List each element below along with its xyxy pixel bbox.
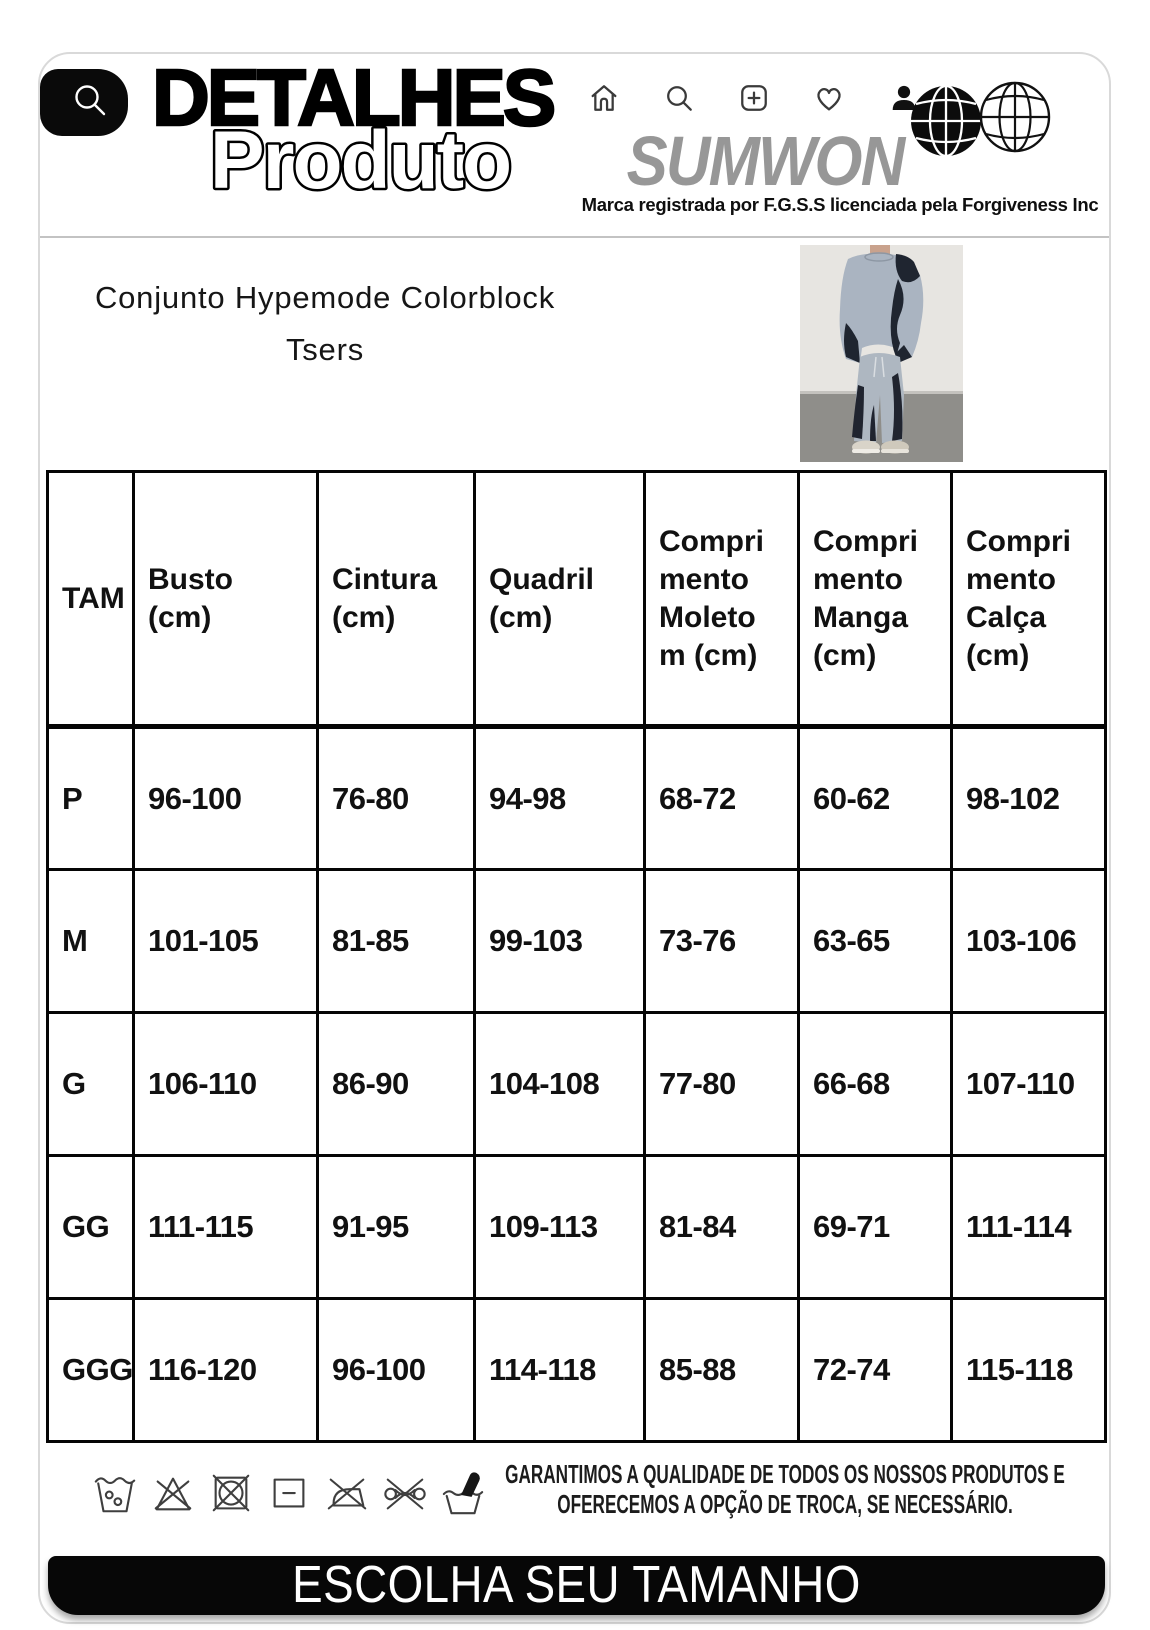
comprimento-manga-value: 72-74 xyxy=(799,1299,952,1442)
search-button[interactable] xyxy=(40,69,128,136)
product-photo xyxy=(800,245,963,462)
brand-name: SUMWON xyxy=(626,122,904,200)
search-nav-icon[interactable] xyxy=(663,82,695,114)
comprimento-moletom-value: 81-84 xyxy=(645,1156,799,1299)
comprimento-moletom-value: 85-88 xyxy=(645,1299,799,1442)
guarantee-line1: GARANTIMOS A QUALIDADE DE TODOS OS NOSSOS PRODUTOS E xyxy=(505,1459,1065,1489)
cintura-value: 91-95 xyxy=(318,1156,475,1299)
size-label: P xyxy=(48,727,134,870)
comprimento-manga-value: 66-68 xyxy=(799,1013,952,1156)
size-row-ggg xyxy=(48,1299,1106,1442)
search-icon xyxy=(70,82,114,126)
comprimento-calca-value: 111-114 xyxy=(952,1156,1106,1299)
comprimento-manga-value: 69-71 xyxy=(799,1156,952,1299)
quadril-value: 114-118 xyxy=(475,1299,645,1442)
size-row-gg xyxy=(48,1156,1106,1299)
busto-value: 101-105 xyxy=(134,870,318,1013)
trademark-note: Marca registrada por F.G.S.S licenciada pela Forgiveness Inc xyxy=(581,194,1099,215)
do-not-bleach-icon xyxy=(150,1467,196,1521)
size-row-m xyxy=(48,870,1106,1013)
home-icon[interactable] xyxy=(588,82,620,114)
cintura-value: 76-80 xyxy=(318,727,475,870)
size-row-p xyxy=(48,727,1106,870)
comprimento-manga-value: 63-65 xyxy=(799,870,952,1013)
quadril-value: 104-108 xyxy=(475,1013,645,1156)
busto-value: 106-110 xyxy=(134,1013,318,1156)
busto-value: 111-115 xyxy=(134,1156,318,1299)
globe-outline-icon xyxy=(981,83,1049,151)
comprimento-calca-value: 103-106 xyxy=(952,870,1106,1013)
product-title-line2: Tsers xyxy=(285,332,365,367)
quadril-value: 94-98 xyxy=(475,727,645,870)
page-subtitle-outline xyxy=(180,108,540,212)
guarantee-line2: OFERECEMOS A OPÇÃO DE TROCA, SE NECESSÁRIO. xyxy=(557,1489,1013,1519)
comprimento-calca-value: 98-102 xyxy=(952,727,1106,870)
col-header-tam: TAM xyxy=(48,472,134,727)
size-label: GG xyxy=(48,1156,134,1299)
comprimento-moletom-value: 73-76 xyxy=(645,870,799,1013)
do-not-iron-icon xyxy=(324,1467,370,1521)
hand-wash-icon xyxy=(440,1467,486,1521)
busto-value: 96-100 xyxy=(134,727,318,870)
busto-value: 116-120 xyxy=(134,1299,318,1442)
cintura-value: 81-85 xyxy=(318,870,475,1013)
col-header-cintura: Cintura (cm) xyxy=(318,472,475,727)
page-title: DETALHES xyxy=(152,53,554,142)
product-title-line1: Conjunto Hypemode Colorblock xyxy=(94,280,556,315)
cintura-value: 86-90 xyxy=(318,1013,475,1156)
page-subtitle-text: Produto xyxy=(209,115,511,206)
size-chart-table xyxy=(46,470,1107,1443)
col-header-comprimento-moletom: Comprimento Moletom (cm) xyxy=(645,472,799,727)
comprimento-calca-value: 115-118 xyxy=(952,1299,1106,1442)
col-header-comprimento-calca: Comprimento Calça (cm) xyxy=(952,472,1106,727)
comprimento-moletom-value: 77-80 xyxy=(645,1013,799,1156)
col-header-quadril: Quadril (cm) xyxy=(475,472,645,727)
col-header-busto: Busto (cm) xyxy=(134,472,318,727)
care-instructions xyxy=(92,1462,497,1526)
quadril-value: 109-113 xyxy=(475,1156,645,1299)
col-header-comprimento-manga: Comprimento Manga (cm) xyxy=(799,472,952,727)
new-post-icon[interactable] xyxy=(738,82,770,114)
cintura-value: 96-100 xyxy=(318,1299,475,1442)
size-label: G xyxy=(48,1013,134,1156)
quality-guarantee-text xyxy=(495,1459,1076,1519)
size-chart-header-row xyxy=(48,472,1106,727)
machine-wash-icon xyxy=(92,1467,138,1521)
heart-icon[interactable] xyxy=(813,82,845,114)
choose-size-banner[interactable] xyxy=(48,1556,1105,1615)
size-row-g xyxy=(48,1013,1106,1156)
do-not-tumble-dry-icon xyxy=(208,1467,254,1521)
choose-size-label: ESCOLHA SEU TAMANHO xyxy=(292,1556,861,1614)
size-label: GGG xyxy=(48,1299,134,1442)
do-not-wring-icon xyxy=(382,1467,428,1521)
comprimento-moletom-value: 68-72 xyxy=(645,727,799,870)
comprimento-calca-value: 107-110 xyxy=(952,1013,1106,1156)
product-title xyxy=(55,272,595,376)
social-nav xyxy=(588,82,920,114)
brand-logo-globes xyxy=(908,80,1053,160)
header-divider xyxy=(40,236,1109,238)
size-label: M xyxy=(48,870,134,1013)
dry-flat-icon xyxy=(266,1467,312,1521)
comprimento-manga-value: 60-62 xyxy=(799,727,952,870)
quadril-value: 99-103 xyxy=(475,870,645,1013)
